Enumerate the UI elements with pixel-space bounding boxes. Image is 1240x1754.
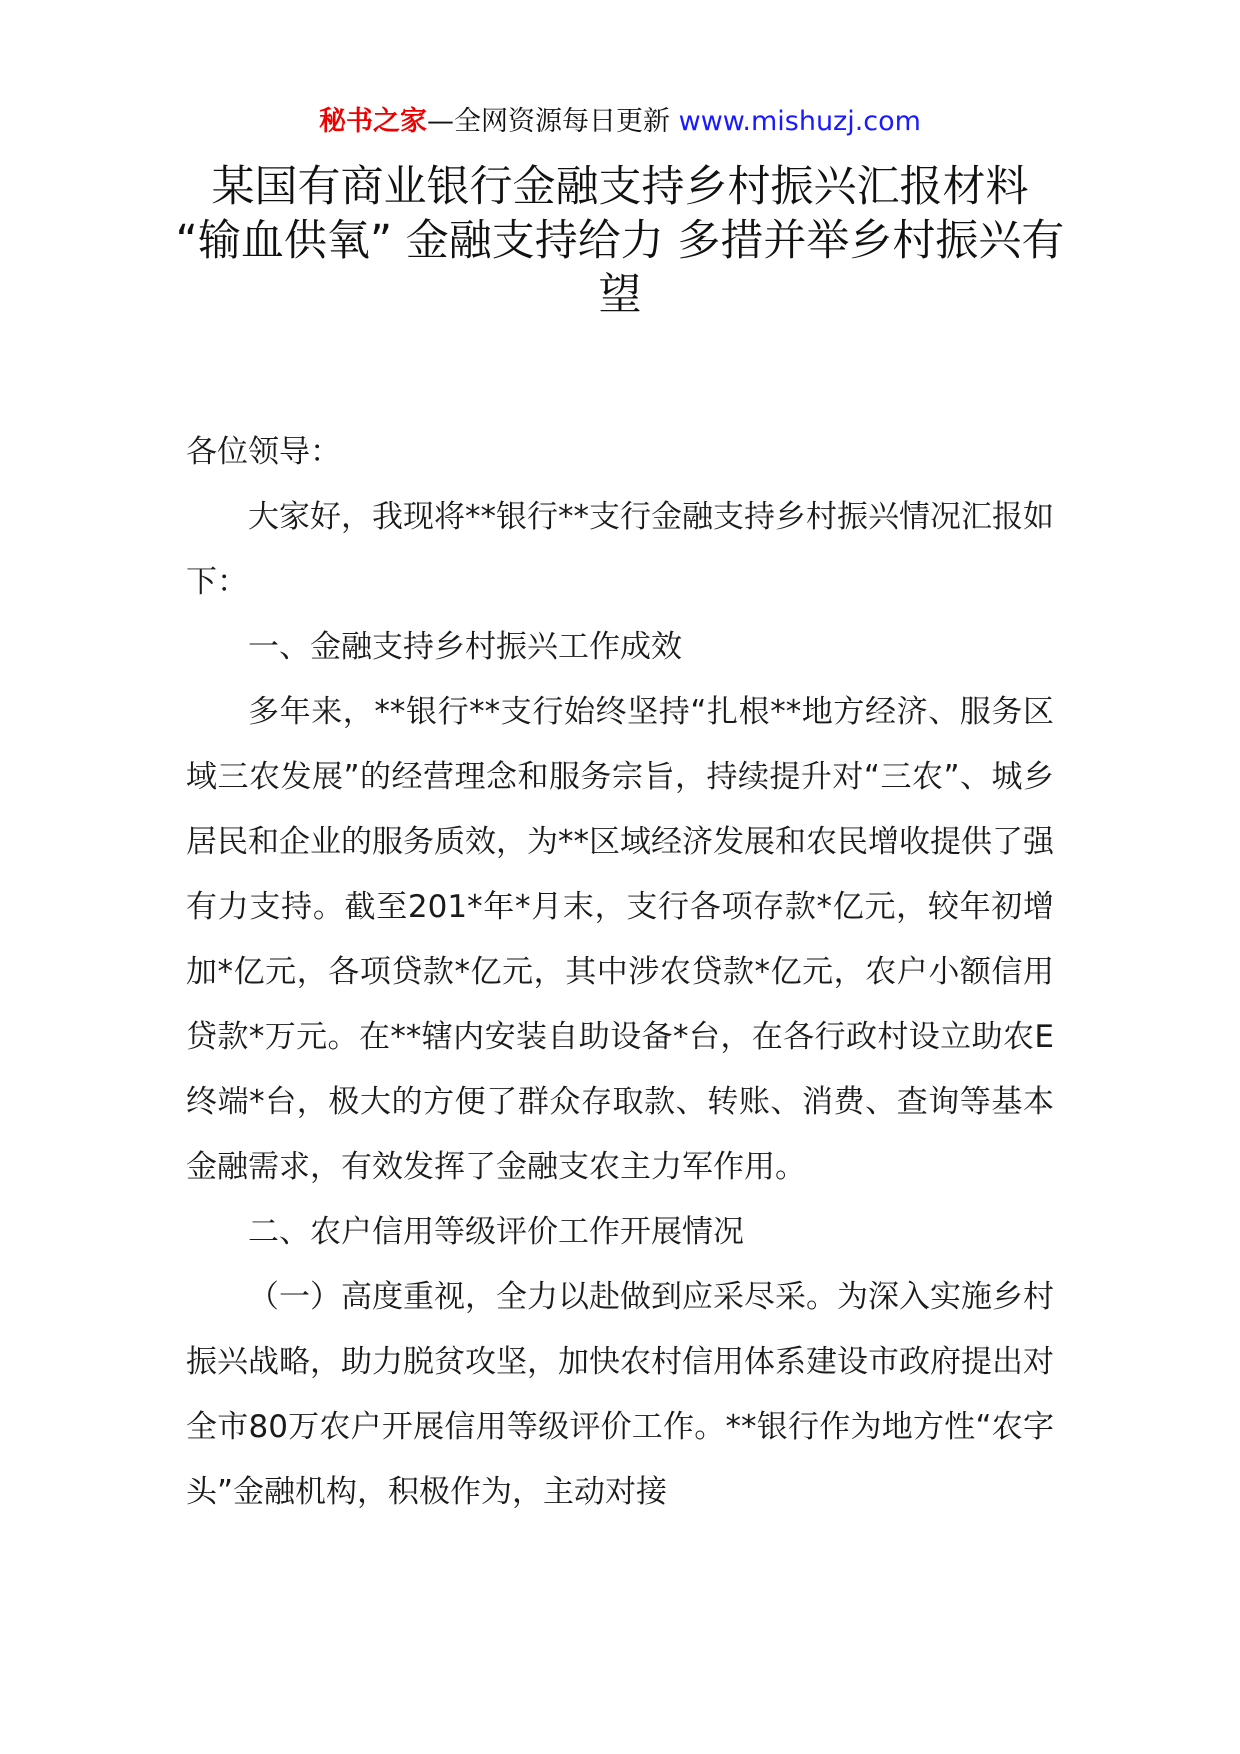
site-header xyxy=(0,104,1240,140)
paragraph-credit-rating: （一）高度重视，全力以赴做到应采尽采。为深入实施乡村振兴战略，助力脱贫攻坚，加快农村信用体系建设市政府提出对全市80万农户开展信用等级评价工作。**银行作为地方性“农字头”金融机构，积极作为，主动对接 xyxy=(186,1279,1054,1510)
paragraph-achievements: 多年来，**银行**支行始终坚持“扎根**地方经济、服务区域三农发展”的经营理念和服务宗旨，持续提升对“三农”、城乡居民和企业的服务质效，为**区域经济发展和农民增收提供了强有力支持。截至201*年*月末，支行各项存款*亿元，较年初增加*亿元，各项贷款*亿元，其中涉农贷款*亿元，农户小额信用贷款*万元。在**辖内安装自助设备*台，在各行政村设立助农E终端*台，极大的方便了群众存取款、转账、消费、查询等基本金融需求，有效发挥了金融支农主力军作用。 xyxy=(186,694,1054,1185)
section-heading-2: 二、农户信用等级评价工作开展情况 xyxy=(248,1214,744,1250)
title-block xyxy=(160,160,1080,322)
paragraph-greeting: 大家好，我现将**银行**支行金融支持乡村振兴情况汇报如下： xyxy=(186,499,1054,600)
section-heading-1: 一、金融支持乡村振兴工作成效 xyxy=(248,629,682,665)
header-tagline: —全网资源每日更新 xyxy=(427,106,671,137)
document-title: 某国有商业银行金融支持乡村振兴汇报材料 xyxy=(211,162,1029,212)
document-subtitle: “输血供氧” 金融支持给力 多措并举乡村振兴有望 xyxy=(175,216,1065,320)
salutation: 各位领导： xyxy=(186,434,341,470)
site-url-link[interactable]: www.mishuzj.com xyxy=(678,106,921,137)
document-body xyxy=(186,420,1054,1525)
brand-name: 秘书之家 xyxy=(319,106,428,137)
